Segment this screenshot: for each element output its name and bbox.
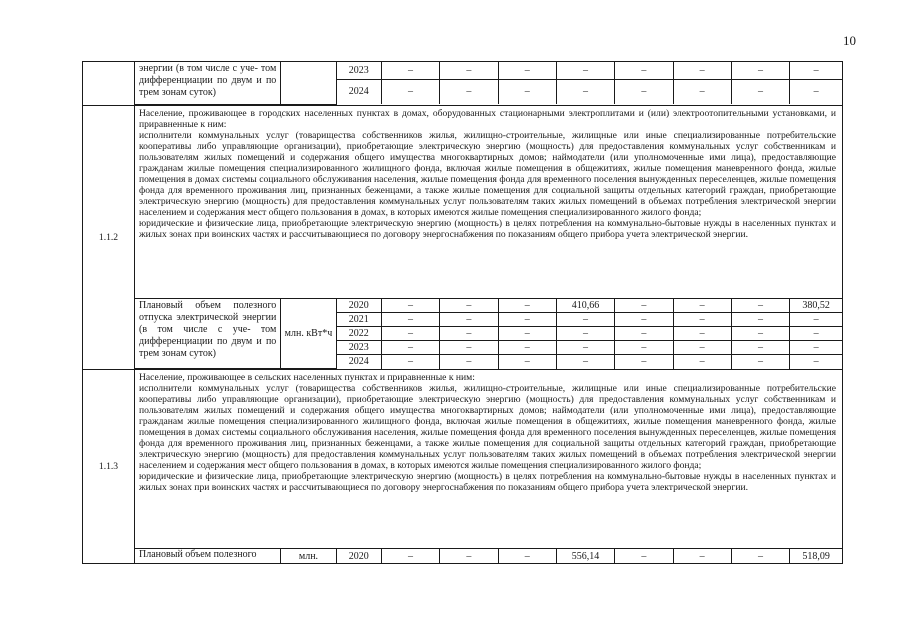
value-cell: – [498,341,556,355]
year-cell: 2024 [336,355,381,369]
description-paragraph: юридические и физические лица, приобретающие электрическую энергию (мощность) в целях потребления на коммунально-бытовые нужды в населенных пунктах и жилых зонах при воинских частях и рассчитывающиеся по договору энергоснабжения по показаниям общего прибора учета электрической энергии. [139,471,836,493]
page-number: 10 [843,33,856,48]
section-113-values-table [135,549,842,563]
section-113-row [83,370,843,549]
description-paragraph: исполнители коммунальных услуг (товарищества собственников жилья, жилищно-строительные, жилищные или иные специализированные потребительские кооперативы либо управляющие организации), приобретающие электрическую энергию (мощность) для предоставления коммунальных услуг собственникам и пользователям жилых помещений и содержания общего имущества многоквартирных домов; наймодатели (или уполномоченные ими лица), предоставляющие гражданам жилые помещения специализированного жилищного фонда, включая жилые помещения в общежитиях, жилые помещения маневренного фонда, жилые помещения в домах системы социального обслуживания населения, жилые помещения фонда для временного поселения вынужденных переселенцев, жилые помещения фонда для временного проживания лиц, признанных беженцами, а также жилые помещения для социальной защиты отдельных категорий граждан, приобретающие электрическую энергию (мощность) для предоставления коммунальных услуг пользователям таких жилых помещений в объемах потребления электрической энергии населением и содержания мест общего пользования в домах, в которых имеются жилые помещения специализированного жилого фонда; [139,383,836,471]
value-cell: – [556,327,614,341]
value-cell: – [498,327,556,341]
value-cell: – [673,299,731,313]
value-cell: – [615,341,673,355]
value-cell: – [673,355,731,369]
top-block-row [83,62,843,106]
value-cell: – [790,341,842,355]
value-cell: – [615,62,673,79]
value-cell: – [731,313,789,327]
value-cell: – [498,549,556,563]
value-cell: – [556,62,614,79]
year-cell: 2022 [336,327,381,341]
value-cell: 410,66 [556,299,614,313]
value-cell: – [381,79,439,104]
value-cell: – [790,79,842,104]
top-block-label: энергии (в том числе с уче- том дифференциации по двум и по трем зонам суток) [135,62,281,104]
value-cell: – [673,327,731,341]
value-cell: – [615,299,673,313]
section-number: 1.1.3 [83,370,135,564]
value-cell: – [381,327,439,341]
value-cell: – [498,79,556,104]
value-cell: – [731,549,789,563]
value-cell: – [440,341,498,355]
value-cell: – [556,79,614,104]
year-cell: 2020 [336,549,381,563]
section-number: 1.1.2 [83,105,135,370]
year-cell: 2023 [336,62,381,79]
value-cell: – [440,355,498,369]
value-cell: – [556,313,614,327]
value-cell: – [381,341,439,355]
value-cell: – [556,355,614,369]
value-cell: 380,52 [790,299,842,313]
value-cell: – [673,313,731,327]
value-cell: – [731,341,789,355]
value-cell: – [673,62,731,79]
description-paragraph: исполнители коммунальных услуг (товарищества собственников жилья, жилищно-строительные, жилищные или иные специализированные потребительские кооперативы либо управляющие организации), приобретающие электрическую энергию (мощность) для предоставления коммунальных услуг собственникам и пользователям жилых помещений и содержания общего имущества многоквартирных домов; наймодатели (или уполномоченные ими лица), предоставляющие гражданам жилые помещения специализированного жилищного фонда, включая жилые помещения в общежитиях, жилые помещения маневренного фонда, жилые помещения в домах системы социального обслуживания населения, жилые помещения фонда для временного поселения вынужденных переселенцев, жилые помещения фонда для временного проживания лиц, признанных беженцами, а также жилые помещения для социальной защиты отдельных категорий граждан, приобретающие электрическую энергию (мощность) для предоставления коммунальных услуг пользователям таких жилых помещений в объемах потребления электрической энергии населением и содержания мест общего пользования в домах, в которых имеются жилые помещения специализированного жилого фонда; [139,129,836,218]
value-cell: 518,09 [790,549,842,563]
value-cell: – [381,299,439,313]
value-cell: – [498,355,556,369]
value-cell: – [731,355,789,369]
value-cell: – [731,327,789,341]
section-113-values-row [83,549,843,564]
value-cell: – [790,327,842,341]
unit-label: млн. [281,549,336,563]
value-cell: – [440,549,498,563]
description-paragraph: Население, проживающее в сельских населенных пунктах и приравненные к ним: [139,372,475,383]
value-cell: – [731,299,789,313]
value-cell: – [440,299,498,313]
value-cell: – [381,549,439,563]
value-cell: – [440,313,498,327]
year-cell: 2023 [336,341,381,355]
section-112-values-row [83,298,843,370]
value-cell: – [381,355,439,369]
value-cell: – [615,355,673,369]
top-block-unit [281,62,336,104]
indicator-label: Плановый объем полезного отпуска электрической энергии (в том числе с уче- том дифференциации по двум и по трем зонам суток) [135,299,281,369]
value-cell: – [673,79,731,104]
value-cell: 556,14 [556,549,614,563]
unit-label: млн. кВт*ч [281,299,336,369]
value-cell: – [790,62,842,79]
year-cell: 2020 [336,299,381,313]
section-112-values-table [135,299,842,370]
tariff-table [82,61,843,564]
value-cell: – [731,79,789,104]
value-cell: – [790,355,842,369]
value-cell: – [498,62,556,79]
section-113-description [135,370,843,549]
top-block-number-cell [83,62,135,106]
value-cell: – [556,341,614,355]
value-cell: – [615,79,673,104]
value-cell: – [440,79,498,104]
value-cell: – [615,327,673,341]
value-cell: – [440,62,498,79]
description-paragraph: Население, проживающее в городских населенных пунктах в домах, оборудованных стационарными электроплитами и (или) электроотопительными установками, и приравненные к ним: [139,107,836,130]
value-cell: – [615,549,673,563]
value-cell: – [731,62,789,79]
value-cell: – [381,62,439,79]
value-cell: – [615,313,673,327]
value-cell: – [498,299,556,313]
year-cell: 2024 [336,79,381,104]
value-cell: – [790,313,842,327]
value-cell: – [673,341,731,355]
year-cell: 2021 [336,313,381,327]
section-112-description [135,105,843,298]
top-values-table [135,62,842,105]
indicator-label: Плановый объем полезного [135,549,281,563]
value-cell: – [673,549,731,563]
value-cell: – [381,313,439,327]
description-paragraph: юридические и физические лица, приобретающие электрическую энергию (мощность) в целях потребления на коммунально-бытовые нужды в населенных пунктах и жилых зонах при воинских частях и рассчитывающиеся по договору энергоснабжения по показаниям общего прибора учета электрической энергии. [139,217,836,240]
section-112-row [83,105,843,298]
value-cell: – [440,327,498,341]
value-cell: – [498,313,556,327]
